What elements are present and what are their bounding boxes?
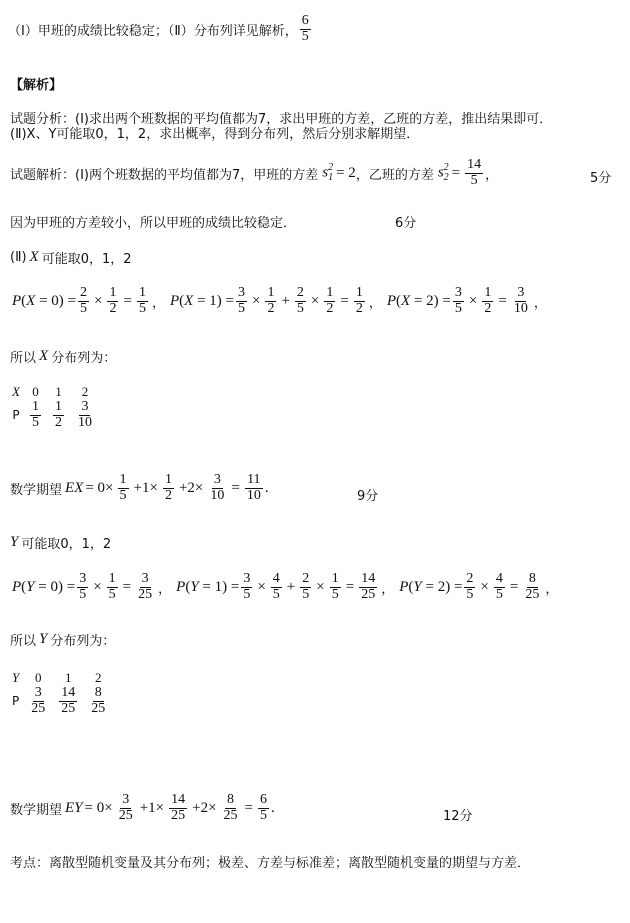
variance-s1: s 2 1 (322, 162, 334, 184)
score-9: 9分 (357, 489, 379, 504)
score-12: 12分 (443, 809, 473, 824)
table-prob-row: P $\frac{3}{25}$ $\frac{14}{25}$ $\frac{8}{25}$ (12, 685, 106, 716)
table-header-row: Y 0 1 2 (12, 670, 102, 685)
table-header-row: X 0 1 2 (12, 384, 89, 399)
conclusion-text: 因为甲班的方差较小，所以甲班的成绩比较稳定． (10, 216, 297, 231)
answer-fraction: $\frac{6}{5}$ (301, 13, 309, 44)
partx-intro: (Ⅱ) X 可能取0，1，2 (10, 249, 132, 267)
solution-mid: ，乙班的方差 (355, 167, 434, 183)
answer-text: （Ⅰ）甲班的成绩比较稳定；（Ⅱ）分布列详见解析， (8, 23, 298, 39)
knowledge-points: 考点：离散型随机变量及其分布列；极差、方差与标准差；离散型随机变量的期望与方差． (10, 856, 531, 871)
variance-s1-value: = 2 (336, 164, 356, 181)
variance-s2-fraction: $\frac{14}{5}$ (467, 157, 482, 188)
analysis-heading: 【解析】 (10, 78, 63, 93)
party-intro: Y 可能取0，1，2 (10, 534, 112, 552)
table-prob-row: P $\frac{1}{5}$ $\frac{1}{2}$ $\frac{3}{10}$ (12, 399, 92, 430)
answer-line (8, 14, 313, 44)
solution-line: 试题解析：(Ⅰ)两个班数据的平均值都为7，甲班的方差 s 2 1 = 2 ，乙班的方差 s 2 2 = $\frac{14}{5}$ ， (10, 157, 499, 188)
analysis-line-2: (Ⅱ)X、Y可能取0，1，2，求出概率，得到分布列，然后分别求解期望． (10, 127, 420, 142)
partx-distribution-table (8, 384, 100, 430)
partx-expectation: 数学期望 EX = 0× $\frac{1}{5}$ +1× $\frac{1}{2}$ +2× $\frac{3}{10}$ = $\frac{11}{10}$ . (10, 472, 269, 503)
partx-dist-intro: 所以 X 分布列为： (10, 348, 117, 366)
party-expectation: 数学期望 EY = 0× $\frac{3}{25}$ +1× $\frac{14}{25}$ +2× $\frac{8}{25}$ = $\frac{6}{5}$ . (10, 792, 275, 823)
score-5: 5分 (590, 171, 612, 186)
party-distribution-table (8, 670, 113, 716)
party-probabilities: P(Y = 0) = $\frac{3}{5}$ × $\frac{1}{5}$ = $\frac{3}{25}$ ， P(Y = 1) = $\frac{3}{5}$ × $\frac{4}{5}$ + $\frac{2}{5}$ × $\frac{1}{5}$ = $\frac{14}{25}$ ， P(Y = 2) = $\frac{2}{5}$ × $\frac{4}{5}$ = $\frac{8}{25}$ ， (12, 571, 559, 602)
variance-s2: s 2 2 (437, 162, 449, 184)
score-6: 6分 (395, 216, 417, 231)
party-dist-intro: 所以 Y 分布列为： (10, 631, 116, 649)
solution-prefix: 试题解析：(Ⅰ)两个班数据的平均值都为7，甲班的方差 (10, 167, 319, 183)
analysis-line-1: 试题分析：(Ⅰ)求出两个班数据的平均值都为7，求出甲班的方差，乙班的方差，推出结果即可． (10, 112, 553, 127)
partx-probabilities: P(X = 0) = $\frac{2}{5}$ × $\frac{1}{2}$ = $\frac{1}{5}$ ， P(X = 1) = $\frac{3}{5}$ × $\frac{1}{2}$ + $\frac{2}{5}$ × $\frac{1}{2}$ = $\frac{1}{2}$ ， P(X = 2) = $\frac{3}{5}$ × $\frac{1}{2}$ = $\frac{3}{10}$ ， (12, 285, 547, 316)
